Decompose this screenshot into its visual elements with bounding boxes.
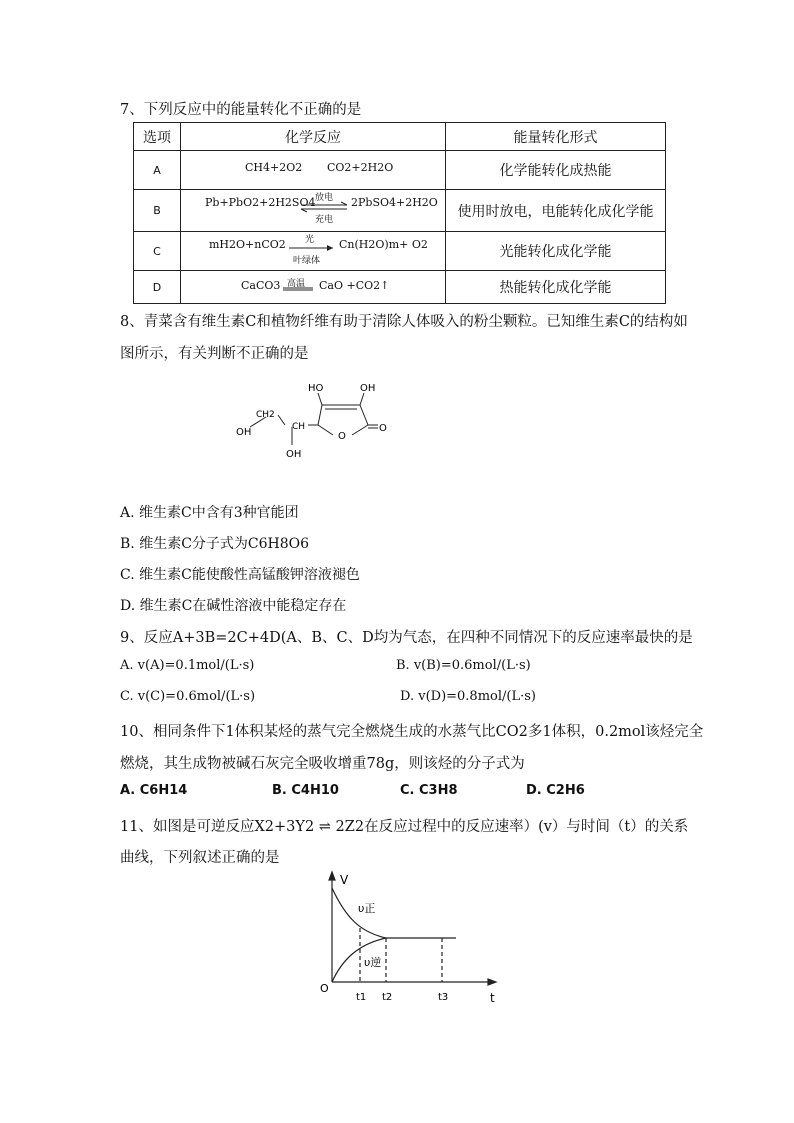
row-a-reaction: [181, 151, 446, 190]
q10-option-b: B. C4H10: [272, 783, 339, 798]
x-axis-arrow-icon: [488, 979, 496, 985]
oh-label-right: OH: [360, 383, 376, 394]
x-label: t: [490, 991, 495, 1005]
rate-time-graph: [318, 870, 508, 1010]
q9-option-d: D. v(D)=0.8mol/(L·s): [400, 689, 536, 704]
ch-label: CH: [292, 422, 306, 432]
row-d-products: CaO +CO2↑: [319, 279, 390, 292]
q8-line1: 8、青菜含有维生素C和植物纤维有助于清除人体吸入的粉尘颗粒。已知维生素C的结构如: [120, 314, 688, 330]
row-d-reaction: [181, 271, 446, 304]
row-b-option: B: [134, 190, 181, 232]
ho-label: HO: [308, 383, 324, 394]
row-c-arrow-bottom: 叶绿体: [293, 256, 321, 266]
row-b-reactants: Pb+PbO2+2H2SO4: [205, 196, 316, 209]
row-a-products: CO2+2H2O: [327, 161, 394, 174]
forward-rate-label: υ正: [358, 902, 376, 915]
row-d-arrow-top: 高温: [287, 279, 306, 289]
q7-title: 7、下列反应中的能量转化不正确的是: [120, 102, 362, 118]
oh-label-bottom: OH: [286, 449, 302, 460]
q8-option-a: A. 维生素C中含有3种官能团: [120, 505, 299, 521]
y-label: V: [340, 873, 349, 887]
ring-o-label: O: [338, 431, 346, 442]
reaction-table: [133, 122, 666, 304]
y-axis-arrow-icon: [329, 872, 335, 880]
row-b-energy: 使用时放电，电能转化成化学能: [446, 190, 666, 232]
q9-option-b: B. v(B)=0.6mol/(L·s): [396, 658, 531, 673]
row-d-option: D: [134, 271, 181, 304]
header-option: 选项: [134, 123, 181, 151]
reaction-arrow-icon: [289, 244, 335, 252]
q8-option-c: C. 维生素C能使酸性高锰酸钾溶液褪色: [120, 567, 360, 583]
tick-t1: t1: [356, 992, 367, 1003]
row-c-option: C: [134, 232, 181, 271]
header-reaction: 化学反应: [181, 123, 446, 151]
tick-t3: t3: [438, 992, 449, 1003]
row-a-option: A: [134, 151, 181, 190]
origin-label: O: [320, 982, 329, 995]
oh-label-left: OH: [236, 427, 252, 438]
row-b-arrow-top: 放电: [315, 193, 334, 203]
q8-line2: 图所示，有关判断不正确的是: [120, 346, 309, 362]
tick-t2: t2: [382, 992, 393, 1003]
row-c-arrow-top: 光: [305, 235, 315, 245]
carbonyl-o-label: O: [379, 423, 387, 434]
row-c-products: Cn(H2O)m+ O2: [339, 238, 428, 251]
q10-option-c: C. C3H8: [400, 783, 458, 798]
q10-line1: 10、相同条件下1体积某烃的蒸气完全燃烧生成的水蒸气比CO2多1体积，0.2mol该烃完全: [120, 724, 704, 740]
q9-option-a: A. v(A)=0.1mol/(L·s): [120, 658, 255, 673]
q8-option-d: D. 维生素C在碱性溶液中能稳定存在: [120, 598, 347, 614]
row-d-reactants: CaCO3: [241, 279, 281, 292]
equals-sign-icon: [283, 287, 315, 291]
row-c-reaction: [181, 232, 446, 271]
row-b-arrow-bottom: 充电: [315, 215, 334, 225]
vitamin-c-structure: [230, 375, 400, 465]
q11-line2: 曲线，下列叙述正确的是: [120, 850, 280, 866]
q8-option-b: B. 维生素C分子式为C6H8O6: [120, 536, 310, 552]
q11-line1: 11、如图是可逆反应X2+3Y2 ⇌ 2Z2在反应过程中的反应速率）(v）与时间（t）的关系: [120, 819, 689, 835]
row-c-reactants: mH2O+nCO2: [209, 238, 286, 251]
row-d-energy: 热能转化成化学能: [446, 271, 666, 304]
row-b-products: 2PbSO4+2H2O: [351, 196, 438, 209]
q10-option-a: A. C6H14: [120, 783, 188, 798]
ch2-label: CH2: [256, 410, 275, 420]
q9-title: 9、反应A+3B=2C+4D(A、B、C、D均为气态，在四种不同情况下的反应速率最快的是: [120, 630, 693, 646]
q9-option-c: C. v(C)=0.6mol/(L·s): [120, 689, 256, 704]
row-c-energy: 光能转化成化学能: [446, 232, 666, 271]
reversible-arrow-icon: [299, 202, 349, 212]
reverse-rate-label: υ逆: [364, 956, 382, 969]
row-b-reaction: [181, 190, 446, 232]
row-a-reactants: CH4+2O2: [245, 161, 303, 174]
row-a-energy: 化学能转化成热能: [446, 151, 666, 190]
q10-line2: 燃烧，其生成物被碱石灰完全吸收增重78g，则该烃的分子式为: [120, 756, 525, 772]
q10-option-d: D. C2H6: [526, 783, 585, 798]
header-energy: 能量转化形式: [446, 123, 666, 151]
